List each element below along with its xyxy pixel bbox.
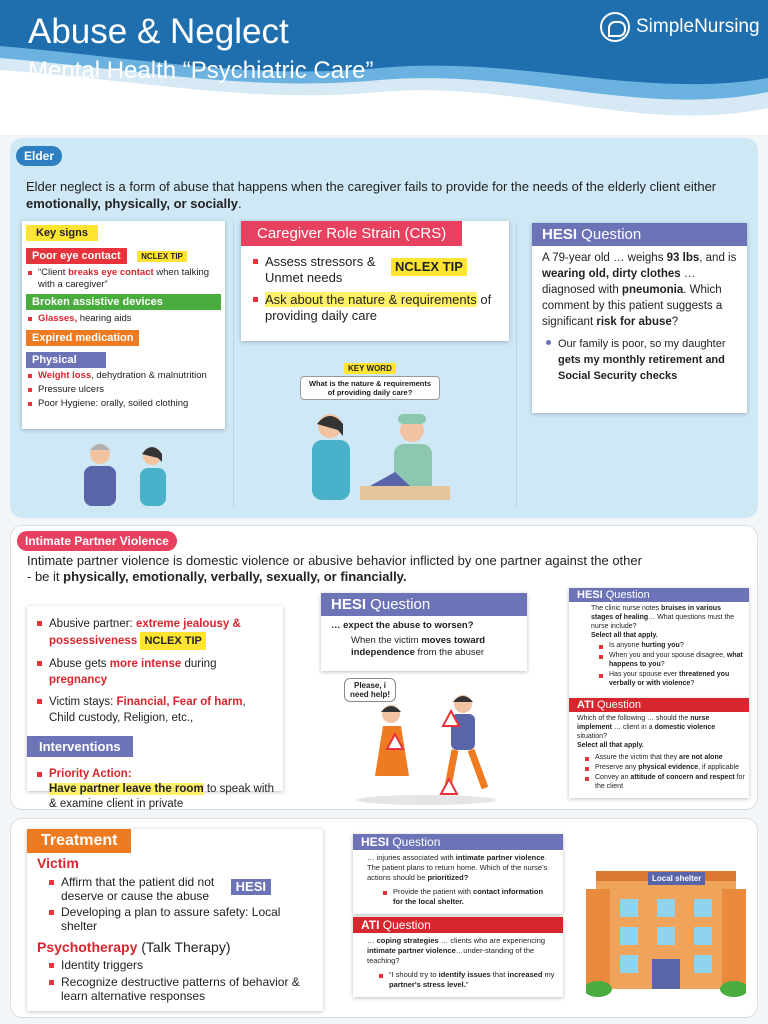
treatment-hesi-badge: HESI bbox=[231, 879, 271, 895]
list-item: Recognize destructive patterns of behavior & learn alternative responses bbox=[47, 975, 311, 1003]
elder-hesi-question: A 79-year old … weighs 93 lbs, and is wearing old, dirty clothes … diagnosed with pneumonia. Which comment by this patient suggests a significant risk for abuse? bbox=[542, 252, 737, 328]
treatment-hesi-card bbox=[353, 834, 563, 914]
nurse-conversation-illustration bbox=[300, 406, 450, 506]
page-title: Abuse & Neglect bbox=[28, 12, 289, 51]
ipv-ati-question: Which of the following … should the nurse implement … client in a domestic violence situation? Select all that apply. bbox=[577, 715, 716, 749]
elder-caregiver-illustration bbox=[70, 438, 180, 510]
treatment-card bbox=[27, 829, 323, 1011]
elder-intro-bold: emotionally, physically, or socially bbox=[26, 196, 238, 211]
list-item: “I should try to identify issues that increased my partner's stress level.” bbox=[377, 970, 555, 990]
elder-hesi-answer: Our family is poor, so my daughter gets my monthly retirement and Social Security checks bbox=[532, 334, 747, 384]
list-item: Assure the victim that they are not alone bbox=[583, 753, 745, 762]
elder-hesi-header: HESI Question bbox=[532, 223, 747, 246]
ipv-hesi-question: … expect the abuse to worsen? bbox=[331, 620, 474, 631]
ipv-hesi-right-answers bbox=[569, 641, 749, 688]
list-item: Glasses, hearing aids bbox=[26, 313, 221, 325]
crs-nclex-tip: NCLEX TIP bbox=[391, 258, 467, 276]
ipv-hesi-answer: When the victim moves toward independence from the abuser bbox=[351, 635, 486, 658]
list-item: Ask about the nature & requirements of providing daily care bbox=[251, 292, 499, 324]
expired-medication-tag: Expired medication bbox=[26, 330, 139, 346]
ipv-section bbox=[10, 525, 758, 810]
devices-list bbox=[26, 313, 221, 325]
page-subtitle: Mental Health “Psychiatric Care” bbox=[28, 57, 374, 84]
list-item: Affirm that the patient did not deserve or cause the abuse HESI bbox=[47, 875, 311, 903]
elder-section bbox=[10, 138, 758, 518]
column-divider bbox=[516, 223, 517, 508]
treatment-ati-card bbox=[353, 917, 563, 997]
list-item: Is anyone hurting you? bbox=[597, 641, 745, 650]
crs-list bbox=[241, 246, 509, 332]
treatment-hesi-answer bbox=[353, 883, 563, 907]
ipv-ati-header: ATI Question bbox=[569, 698, 749, 712]
eye-contact-list bbox=[26, 267, 221, 291]
ipv-hesi-right-question: The clinic nurse notes bruises in various stages of healing… What questions must the nurse include? Select all that apply. bbox=[591, 605, 735, 639]
list-item: Assess stressors & Unmet needs NCLEX TIP bbox=[251, 254, 499, 286]
interventions-tag: Interventions bbox=[27, 736, 133, 757]
victim-list bbox=[27, 875, 323, 933]
list-item: “Client breaks eye contact when talking with a caregiver” bbox=[26, 267, 221, 291]
shelter-sign: Local shelter bbox=[648, 872, 705, 885]
ipv-label: Intimate Partner Violence bbox=[17, 531, 177, 551]
ipv-intro: Intimate partner violence is domestic violence or abusive behavior inflicted by one partner against the other - be it physically, emotionally, verbally, sexually, or financially. bbox=[27, 553, 642, 584]
elder-intro-text: Elder neglect is a form of abuse that happens when the caregiver fails to provide for the needs of the elderly client either bbox=[26, 179, 717, 194]
treatment-title: Treatment bbox=[27, 829, 131, 853]
key-word-bubble: What is the nature & requirements of providing daily care? bbox=[300, 376, 440, 400]
physical-tag: Physical bbox=[26, 352, 106, 368]
list-item: Convey an attitude of concern and respect for the client bbox=[583, 773, 745, 791]
nclex-tip-badge: NCLEX TIP bbox=[137, 251, 187, 262]
list-item: Priority Action: Have partner leave the room to speak with & examine client in private bbox=[35, 767, 275, 812]
help-speech-bubble: Please, i need help! bbox=[344, 678, 396, 702]
key-signs-title: Key signs bbox=[26, 225, 98, 241]
list-item: Developing a plan to assure safety: Local shelter bbox=[47, 905, 311, 933]
list-item: Weight loss, dehydration & malnutrition bbox=[26, 370, 221, 382]
list-item: Provide the patient with contact information for the local shelter. bbox=[381, 887, 555, 907]
treatment-section bbox=[10, 818, 758, 1018]
list-item: Preserve any physical evidence, if applicable bbox=[583, 763, 745, 772]
broken-devices-tag: Broken assistive devices bbox=[26, 294, 221, 310]
crs-card bbox=[241, 221, 509, 341]
ipv-hesi-right-header: HESI Question bbox=[569, 588, 749, 602]
elder-intro-end: . bbox=[237, 196, 242, 211]
victim-heading: Victim bbox=[37, 855, 79, 871]
list-item: Pressure ulcers bbox=[26, 384, 221, 396]
key-signs-card bbox=[22, 221, 225, 429]
brand-logo bbox=[600, 12, 760, 42]
treatment-hesi-header: HESI Question bbox=[353, 834, 563, 850]
elder-intro bbox=[26, 178, 746, 212]
list-item: When you and your spouse disagree, what happens to you? bbox=[597, 651, 745, 669]
page-header bbox=[0, 0, 768, 135]
column-divider bbox=[233, 223, 234, 508]
list-item: Abusive partner: extreme jealousy & possessiveness NCLEX TIP bbox=[35, 616, 275, 650]
list-item: Has your spouse ever threatened you verbally or with violence? bbox=[597, 670, 745, 688]
domestic-violence-illustration bbox=[351, 684, 501, 806]
ipv-ati-answers bbox=[569, 753, 749, 791]
treatment-ati-header: ATI Question bbox=[353, 917, 563, 933]
treatment-ati-answer bbox=[353, 966, 563, 990]
list-item: Victim stays: Financial, Fear of harm, Child custody, Religion, etc., bbox=[35, 694, 275, 726]
ipv-ati-card bbox=[569, 698, 749, 798]
list-item: Abuse gets more intense during pregnancy bbox=[35, 656, 275, 688]
interventions-list bbox=[35, 767, 275, 812]
psychotherapy-list bbox=[27, 958, 323, 1003]
crs-title: Caregiver Role Strain (CRS) bbox=[241, 221, 462, 246]
ipv-hesi-card bbox=[321, 593, 527, 671]
ipv-hesi-header: HESI Question bbox=[321, 593, 527, 616]
psychotherapy-heading: Psychotherapy (Talk Therapy) bbox=[37, 939, 231, 955]
ipv-left-card bbox=[27, 606, 283, 810]
list-item: Identity triggers bbox=[47, 958, 311, 972]
ipv-list bbox=[35, 616, 275, 726]
treatment-hesi-question: … injuries associated with intimate partner violence. The patient plans to return home. Which of the nurse's actions should be prioritized? bbox=[367, 853, 548, 882]
elder-hesi-card bbox=[532, 223, 747, 413]
treatment-ati-question: … coping strategies … clients who are experiencing intimate partner violence…under-standing of the teaching? bbox=[367, 936, 546, 965]
brand-icon bbox=[600, 12, 630, 42]
ipv-hesi-right-card bbox=[569, 588, 749, 698]
key-word-badge: KEY WORD bbox=[344, 363, 396, 374]
list-item: Poor Hygiene: orally, soiled clothing bbox=[26, 398, 221, 410]
brand-name: SimpleNursing bbox=[636, 16, 760, 37]
poor-eye-contact-tag: Poor eye contact bbox=[26, 248, 127, 264]
physical-list bbox=[26, 370, 221, 410]
elder-label: Elder bbox=[16, 146, 62, 166]
